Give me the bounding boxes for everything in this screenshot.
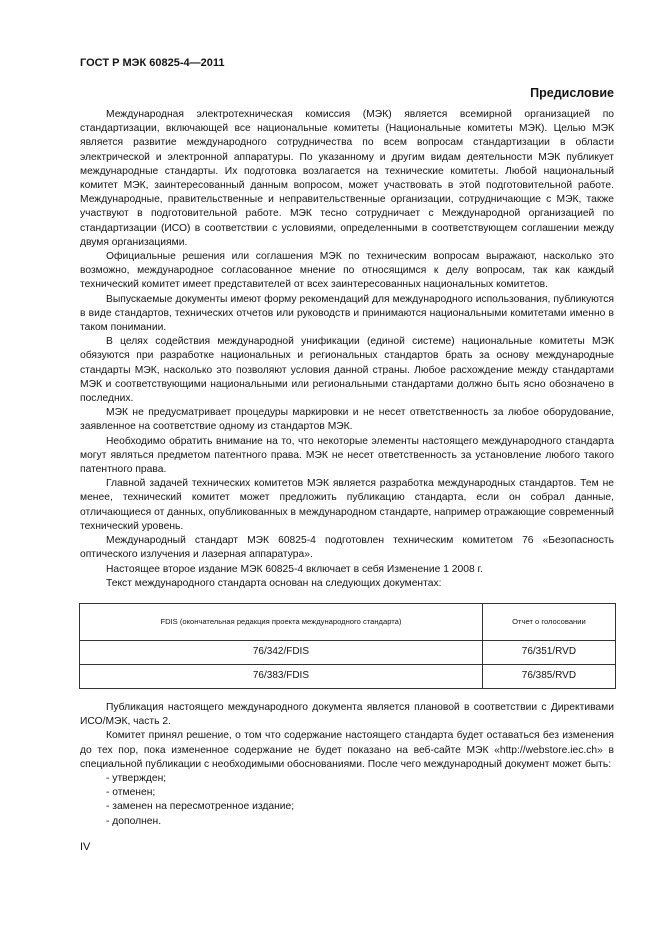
paragraph: Выпускаемые документы имеют форму рекомендаций для международного использования, публикуются в виде стандартов, технических отчетов или руководств и принимаются национальными комитетами именно в таком понимании. bbox=[80, 293, 614, 334]
paragraph: МЭК не предусматривает процедуры маркировки и не несет ответственность за любое оборудование, заявленное на соответствие одному из стандартов МЭК. bbox=[80, 407, 614, 433]
table-row bbox=[80, 640, 616, 664]
list-item: - заменен на пересмотренное издание; bbox=[106, 801, 295, 813]
paragraph: Текст международного стандарта основан на следующих документах: bbox=[106, 577, 442, 589]
page-number: IV bbox=[80, 841, 91, 853]
table-cell: 76/385/RVD bbox=[482, 664, 615, 688]
paragraph: Необходимо обратить внимание на то, что некоторые элементы настоящего международного стандарта могут являться предметом патентного права. МЭК не несет ответственность за установление любого такого патентного права. bbox=[80, 435, 614, 476]
paragraph: Официальные решения или соглашения МЭК по техническим вопросам выражают, насколько это возможно, международное согласованное мнение по относящимся к делу вопросам, так как каждый технический комитет имеет представителей от всех заинтересованных национальных комитетов. bbox=[80, 251, 614, 291]
after-table-section bbox=[80, 701, 614, 829]
table-cell: 76/342/FDIS bbox=[80, 640, 483, 664]
standard-designation: ГОСТ Р МЭК 60825-4—2011 bbox=[80, 57, 225, 69]
list-item: - дополнен. bbox=[106, 815, 162, 827]
table-cell: 76/383/FDIS bbox=[80, 664, 483, 688]
paragraph: Международный стандарт МЭК 60825-4 подготовлен техническим комитетом 76 «Безопасность оптического излучения и лазерная аппаратура». bbox=[80, 535, 614, 561]
table-header-cell: Отчет о голосовании bbox=[482, 603, 615, 640]
foreword-body bbox=[80, 108, 614, 829]
section-title: Предисловие bbox=[530, 86, 614, 100]
table-header-row bbox=[80, 603, 616, 640]
table-header-cell: FDIS (окончательная редакция проекта международного стандарта) bbox=[80, 603, 483, 640]
paragraph: Главной задачей технических комитетов МЭК является разработка международных стандартов. Тем не менее, технический комитет может предложить публикацию стандарта, если он собрал данные, отличающиеся от данных, опубликованных в международном стандарте, например отражающие современный технический уровень. bbox=[80, 478, 614, 532]
paragraph: Публикация настоящего международного документа является плановой в соответствии с Директивами ИСО/МЭК, часть 2. bbox=[80, 701, 614, 728]
paragraph: В целях содействия международной унификации (единой системе) национальные комитеты МЭК обязуются при разработке национальных и региональных стандартов брать за основу международные стандарты МЭК, насколько это позволяют условия данной страны. Любое расхождение между стандартами МЭК и соответствующими национальными или региональными стандартами должно быть ясно обозначено в последних. bbox=[80, 336, 614, 405]
paragraph: Комитет принял решение, о том что содержание настоящего стандарта будет оставаться без изменения до тех пор, пока измененное содержание не будет показано на веб-сайте МЭК «http://webstore.iec.ch» в специальной публикации с необходимыми обоснованиями. После чего международный документ может быть: bbox=[80, 730, 614, 770]
documents-table bbox=[79, 603, 616, 689]
paragraph: Настоящее второе издание МЭК 60825-4 включает в себя Изменение 1 2008 г. bbox=[106, 563, 483, 575]
table-row bbox=[80, 664, 616, 688]
paragraph: Международная электротехническая комиссия (МЭК) является всемирной организацией по стандартизации, включающей все национальные комитеты (Национальные комитеты МЭК). Целью МЭК является развитие международного сотрудничества по всем вопросам стандартизации в области электрической и электронной аппаратуры. По указанному и другим видам деятельности МЭК публикует международные стандарты. Их подготовка возлагается на технические комитеты. Любой национальный комитет МЭК, заинтересованный данным вопросом, может участвовать в этой подготовительной работе. Международные, правительственные и неправительственные организации, сотрудничающие с МЭК, также участвуют в подготовительной работе. МЭК тесно сотрудничает с Международной организацией по стандартизации (ИСО) в соответствии с условиями, определенными в соответствующем соглашении между двумя организациями. bbox=[80, 109, 614, 248]
list-item: - отменен; bbox=[106, 787, 156, 799]
outcomes-list bbox=[80, 772, 614, 829]
list-item: - утвержден; bbox=[106, 772, 167, 784]
table-cell: 76/351/RVD bbox=[482, 640, 615, 664]
